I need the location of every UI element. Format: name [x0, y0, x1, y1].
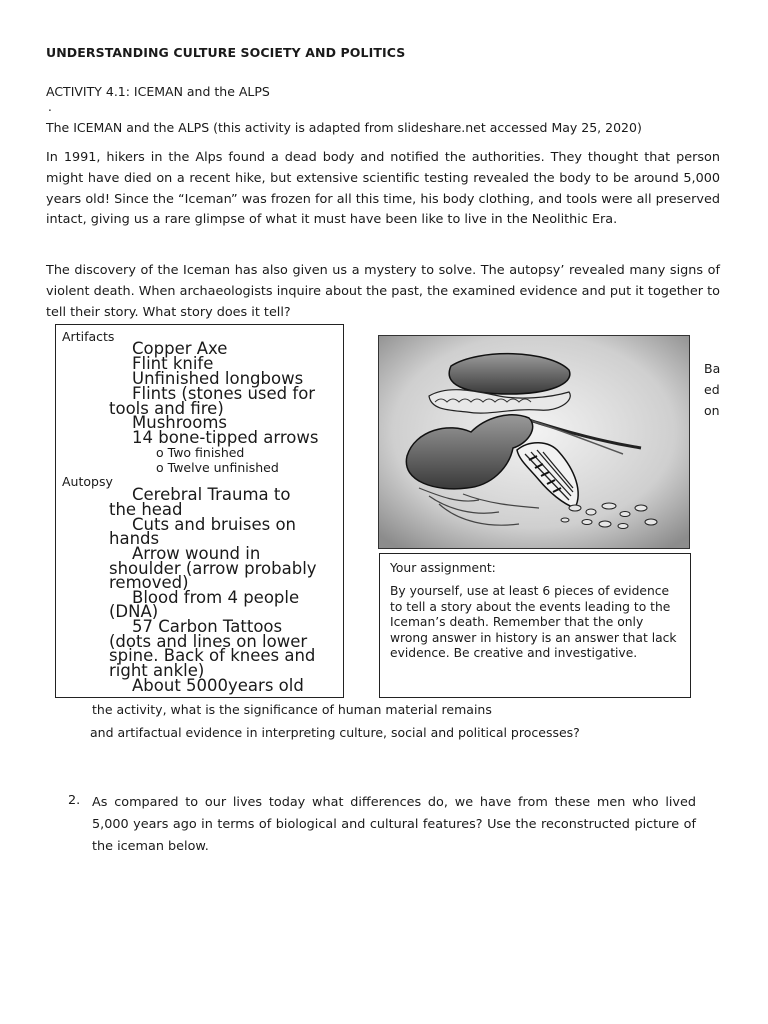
activity-heading: ACTIVITY 4.1: ICEMAN and the ALPS: [46, 84, 270, 99]
mushroom-arrow-drawing: [379, 336, 689, 548]
artifact-item-cont: tools and fire): [109, 399, 224, 418]
autopsy-item: Blood from 4 people: [132, 588, 300, 607]
autopsy-item-cont: hands: [109, 529, 160, 548]
artifact-illustration: [378, 335, 690, 549]
assignment-heading: Your assignment:: [390, 561, 496, 575]
artifact-item: Mushrooms: [132, 413, 228, 432]
arrow-subitem: o Twelve unfinished: [156, 460, 279, 475]
autopsy-item-cont: shoulder (arrow probably: [109, 559, 317, 578]
autopsy-item-cont: (DNA): [109, 602, 159, 621]
autopsy-item-cont: the head: [109, 500, 183, 519]
artifacts-label: Artifacts: [62, 329, 115, 344]
artifact-item: Flints (stones used for: [132, 384, 316, 403]
assignment-body: By yourself, use at least 6 pieces of evidence to tell a story about the events leading to the Iceman’s death. Remember that the only wrong answer in history is an answer that lack evidence. Be creative and investigative.: [390, 584, 677, 661]
side-fragment: Ba: [704, 361, 721, 376]
question-text: As compared to our lives today what differences do, we have from these men who lived 5,000 years ago in terms of biological and cultural features? Use the reconstructed picture of the iceman below.: [92, 795, 696, 854]
assignment-box: [379, 553, 691, 698]
autopsy-item: Arrow wound in: [132, 544, 261, 563]
side-fragment: on: [704, 403, 720, 418]
autopsy-item: Cerebral Trauma to: [132, 485, 291, 504]
intro-paragraph: In 1991, hikers in the Alps found a dead body and notified the authorities. They thought that person might have died on a recent hike, but extensive scientific testing revealed the body to be around 5,000 years old! Since the “Iceman” was frozen for all this time, his body clothing, and tools were all preserved intact, giving us a rare glimpse of what it must have been like to live in the Neolithic Era.: [46, 150, 720, 228]
side-fragment: ed: [704, 382, 720, 397]
question-continuation: the activity, what is the significance of human material remains: [92, 702, 492, 717]
arrow-subitem: o Two finished: [156, 445, 245, 460]
autopsy-item-cont: spine. Back of knees and: [109, 646, 316, 665]
autopsy-item: Cuts and bruises on: [132, 515, 297, 534]
document-title: UNDERSTANDING CULTURE SOCIETY AND POLITICS: [46, 45, 406, 60]
autopsy-item: About 5000years old: [132, 676, 304, 695]
mystery-paragraph: The discovery of the Iceman has also given us a mystery to solve. The autopsy’ revealed many signs of violent death. When archaeologists inquire about the past, the examined evidence and put it together to tell their story. What story does it tell?: [46, 263, 720, 320]
autopsy-item-cont: removed): [109, 573, 189, 592]
question-number: 2.: [68, 793, 81, 808]
source-note: The ICEMAN and the ALPS (this activity is adapted from slideshare.net accessed May 25, 2020): [46, 120, 642, 135]
artifact-item: Copper Axe: [132, 339, 228, 358]
question-continuation: and artifactual evidence in interpreting culture, social and political processes?: [90, 725, 580, 740]
autopsy-label: Autopsy: [62, 474, 113, 489]
artifact-item: 14 bone-tipped arrows: [132, 428, 319, 447]
evidence-box: [55, 324, 344, 698]
autopsy-item: 57 Carbon Tattoos: [132, 617, 283, 636]
artifact-item: Flint knife: [132, 354, 214, 373]
autopsy-item-cont: (dots and lines on lower: [109, 632, 308, 651]
bullet-dot: .: [48, 100, 52, 114]
artifact-item: Unfinished longbows: [132, 369, 304, 388]
autopsy-item-cont: right ankle): [109, 661, 205, 680]
